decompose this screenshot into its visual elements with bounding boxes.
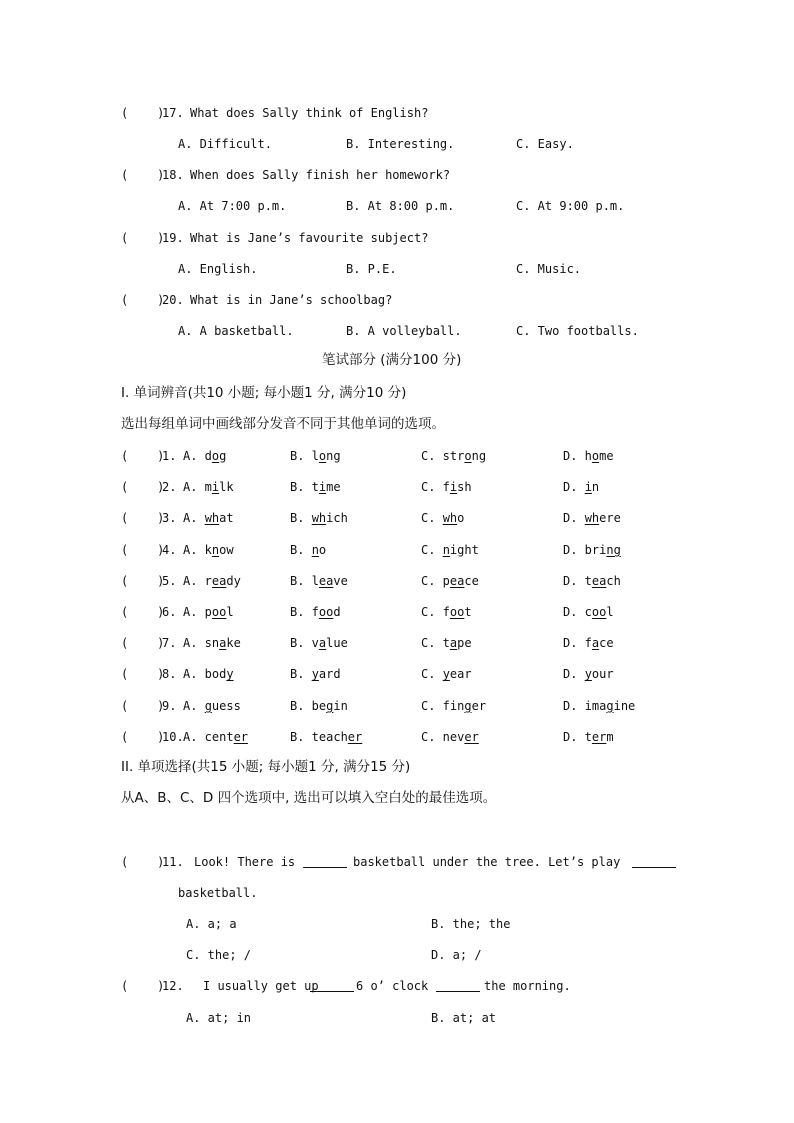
pre: A. r [183,574,212,588]
option-c [421,479,472,495]
underlined-letters: a [449,636,458,650]
underlined-letters: oo [449,605,465,619]
post: ight [449,543,479,557]
post: d [333,605,341,619]
pre: D. f [563,636,592,650]
answer-blank [632,856,676,868]
underlined-letters: g [606,699,614,713]
question-number: 4. [162,543,177,557]
question-text-part: 6 o’ clock [356,979,429,993]
post: ng [326,449,341,463]
question-number: 1. [162,449,177,463]
pre: B. [290,667,312,681]
underlined-letters: ea [591,574,607,588]
post: n [591,480,600,494]
post: g [219,449,227,463]
question-number: 12. [162,979,184,993]
option-d [563,604,614,620]
option-b [290,729,362,745]
option-c [421,510,464,526]
question-text: What is Jane’s favourite subject? [190,231,429,245]
question-text-part: the morning. [484,979,571,993]
post: ear [449,667,472,681]
question-text: When does Sally finish her homework? [190,168,451,182]
post: pe [457,636,472,650]
option-d: D. a; / [431,948,482,962]
option-a: A. a; a [186,917,237,931]
post: ce [599,636,614,650]
post: lk [219,480,234,494]
underlined-letters: wh [442,511,458,525]
underlined-letters: ea [318,574,334,588]
pre: D. t [563,574,592,588]
post: ch [606,574,621,588]
underlined-letters: n [211,543,220,557]
post: ine [613,699,636,713]
answer-bracket: ( ) [121,855,165,869]
underlined-letters: er [233,730,249,744]
option-d [563,448,614,464]
pre: A. d [183,449,212,463]
question-number: 5. [162,574,177,588]
option-b [290,510,348,526]
post: me [326,480,341,494]
option-b: B. A volleyball. [346,324,462,338]
underlined-letters: wh [584,511,600,525]
option-b [290,542,326,558]
underlined-letters: n [442,543,450,557]
option-a [183,698,241,714]
post: er [471,699,487,713]
pre: B. l [290,449,319,463]
post: l [226,605,234,619]
question-text-part: basketball. [178,886,258,900]
question-text: What does Sally think of English? [190,106,429,120]
pre: C. [421,667,443,681]
underlined-letters: wh [204,511,220,525]
option-c [421,542,479,558]
underlined-letters: o [318,449,327,463]
pre: C. nev [421,730,465,744]
pre: A. [183,511,205,525]
post: o [457,511,465,525]
pre: D. c [563,605,592,619]
question-number: 19. [162,231,184,245]
option-b: B. at; at [431,1011,497,1025]
option-d [563,729,614,745]
pre: B. [290,511,312,525]
underlined-letters: a [591,636,600,650]
option-b: B. P.E. [346,262,397,276]
pre: C. p [421,574,450,588]
post: l [606,605,614,619]
post: at [219,511,234,525]
section-1-heading: I. 单词辨音(共10 小题; 每小题1 分, 满分10 分) [121,385,407,401]
option-a [183,729,248,745]
underlined-letters: a [318,636,327,650]
underlined-letters: ea [211,574,227,588]
question-text-part: Look! There is [194,855,296,869]
post: lue [326,636,348,650]
pre: B. [290,543,312,557]
pre: A. m [183,480,212,494]
option-d [563,573,621,589]
underlined-letters: er [347,730,363,744]
answer-blank [436,980,480,992]
option-c: C. Easy. [516,137,574,151]
question-text: What is in Jane’s schoolbag? [190,293,393,307]
underlined-letters: y [311,667,319,681]
question-number: 7. [162,636,177,650]
underlined-letters: o [464,449,472,463]
pre: A. k [183,543,212,557]
option-c [421,635,472,651]
underlined-letters: g [326,699,334,713]
pre: B. l [290,574,319,588]
question-number: 3. [162,511,177,525]
pre: D. bri [563,543,607,557]
option-d [563,479,599,495]
section-2-heading: II. 单项选择(共15 小题; 每小题1 分, 满分15 分) [121,759,411,775]
underlined-letters: i [449,480,458,494]
underlined-letters: er [591,730,607,744]
pre: C. [421,543,443,557]
pre: D. [563,480,585,494]
underlined-letters: i [318,480,327,494]
underlined-letters: i [211,480,220,494]
option-a [183,635,241,651]
option-c [421,448,486,464]
answer-bracket: ( ) [121,636,165,650]
post: sh [457,480,472,494]
option-c [421,698,486,714]
underlined-letters: oo [591,605,607,619]
answer-bracket: ( ) [121,449,165,463]
answer-bracket: ( ) [121,106,165,120]
answer-bracket: ( ) [121,667,165,681]
option-b [290,698,348,714]
option-a: A. English. [178,262,258,276]
option-a: A. At 7:00 p.m. [178,199,287,213]
post: o [318,543,327,557]
pre: A. p [183,605,212,619]
option-a [183,510,234,526]
option-a [183,604,234,620]
option-b [290,573,348,589]
pre: D. ima [563,699,607,713]
option-a [183,479,234,495]
pre: D. [563,667,585,681]
option-d [563,542,621,558]
pre: B. t [290,480,319,494]
pre: B. teach [290,730,348,744]
question-number: 18. [162,168,184,182]
option-b [290,479,341,495]
option-c: C. Two footballs. [516,324,639,338]
option-d [563,635,614,651]
pre: D. h [563,449,592,463]
option-c [421,604,472,620]
option-b [290,635,348,651]
post: ow [219,543,234,557]
pre: C. str [421,449,465,463]
post: in [333,699,348,713]
option-c: C. the; / [186,948,252,962]
answer-bracket: ( ) [121,979,165,993]
answer-bracket: ( ) [121,231,165,245]
underlined-letters: y [442,667,450,681]
option-c: C. Music. [516,262,582,276]
option-a: A. at; in [186,1011,252,1025]
pre: B. f [290,605,319,619]
post: t [464,605,472,619]
option-d [563,666,614,682]
underlined-letters: y [226,667,234,681]
answer-bracket: ( ) [121,511,165,525]
pre: A. sn [183,636,220,650]
answer-bracket: ( ) [121,293,165,307]
underlined-letters: g [464,699,472,713]
question-number: 10. [162,730,184,744]
option-d [563,510,621,526]
answer-bracket: ( ) [121,543,165,557]
post: dy [226,574,241,588]
underlined-letters: a [219,636,227,650]
option-a [183,573,241,589]
post: ce [464,574,479,588]
post: ng [471,449,487,463]
section-1-instruction: 选出每组单词中画线部分发音不同于其他单词的选项。 [121,416,445,432]
question-number: 9. [162,699,177,713]
underlined-letters: oo [211,605,227,619]
underlined-letters: o [211,449,220,463]
underlined-letters: y [584,667,592,681]
option-a [183,448,226,464]
option-c: C. At 9:00 p.m. [516,199,625,213]
pre: C. fin [421,699,465,713]
pre: A. bod [183,667,227,681]
answer-blank [303,856,347,868]
pre: A. [183,699,205,713]
pre: C. f [421,605,450,619]
question-number: 2. [162,480,177,494]
answer-bracket: ( ) [121,605,165,619]
pre: B. v [290,636,319,650]
answer-bracket: ( ) [121,480,165,494]
option-c [421,666,472,682]
option-c [421,729,479,745]
section-2-instruction: 从A、B、C、D 四个选项中, 选出可以填入空白处的最佳选项。 [121,790,497,806]
pre: D. [563,511,585,525]
post: me [599,449,614,463]
underlined-letters: wh [311,511,327,525]
post: ich [326,511,348,525]
option-a [183,542,234,558]
question-text-part: basketball under the tree. Let’s play [353,855,621,869]
question-text-part: I usually get up [203,979,319,993]
option-a: A. A basketball. [178,324,294,338]
pre: B. be [290,699,327,713]
option-c [421,573,479,589]
answer-bracket: ( ) [121,730,165,744]
question-number: 6. [162,605,177,619]
underlined-letters: i [584,480,592,494]
option-a: A. Difficult. [178,137,272,151]
option-a [183,666,234,682]
underlined-letters: ea [449,574,465,588]
underlined-letters: o [591,449,600,463]
pre: D. t [563,730,592,744]
pre: A. cent [183,730,234,744]
post: ere [599,511,621,525]
option-b [290,448,341,464]
option-d [563,698,635,714]
answer-blank [310,980,354,992]
post: m [606,730,614,744]
pre: C. f [421,480,450,494]
question-number: 17. [162,106,184,120]
underlined-letters: oo [318,605,334,619]
post: ve [333,574,348,588]
post: our [591,667,614,681]
option-b [290,604,341,620]
written-part-title: 笔试部分 (满分100 分) [322,352,462,368]
option-b [290,666,341,682]
underlined-letters: g [204,699,212,713]
underlined-letters: er [464,730,479,744]
question-number: 20. [162,293,184,307]
answer-bracket: ( ) [121,574,165,588]
post: uess [211,699,241,713]
underlined-letters: n [311,543,319,557]
post: ke [226,636,241,650]
post: ard [318,667,341,681]
pre: C. t [421,636,450,650]
option-b: B. At 8:00 p.m. [346,199,455,213]
answer-bracket: ( ) [121,699,165,713]
answer-bracket: ( ) [121,168,165,182]
pre: C. [421,511,443,525]
underlined-letters: ng [606,543,621,557]
option-b: B. Interesting. [346,137,455,151]
question-number: 11. [162,855,184,869]
option-b: B. the; the [431,917,511,931]
question-number: 8. [162,667,177,681]
